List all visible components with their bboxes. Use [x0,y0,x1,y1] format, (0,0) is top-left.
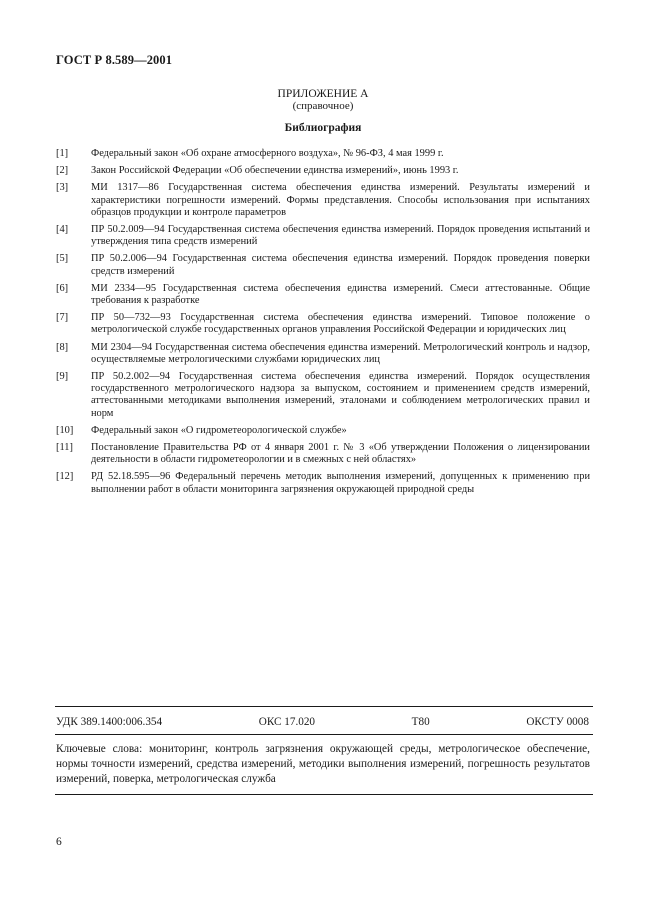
reference-item [56,283,590,307]
reference-number: [12] [56,471,74,483]
standard-designation: ГОСТ Р 8.589—2001 [56,53,173,67]
udk-code: УДК 389.1400:006.354 [56,716,163,728]
reference-item [56,182,590,219]
reference-number: [6] [56,282,69,294]
divider-middle [55,734,593,735]
reference-number: [1] [56,148,69,159]
reference-item [56,442,590,466]
page-number: 6 [56,836,62,848]
reference-text: МИ 2334—95 Государственная система обеспечения единства измерений. Смеси аттестованные. Общие требования к разработке [91,282,590,307]
reference-item [56,224,590,248]
reference-text: ПР 50.2.002—94 Государственная система обеспечения единства измерений. Порядок осуществления государственного метрологического надзора за выпуском, состоянием и применением средств измерений, аттестованными методиками выполнения измерений, эталонами и соблюдением метрологических правил и норм [91,371,590,419]
reference-text: МИ 1317—86 Государственная система обеспечения единства измерений. Результаты измерений и характеристики погрешности измерений. Формы представления. Способы использования при испытаниях образцов продукции и контроле параметров [91,182,590,218]
reference-number: [2] [56,165,69,177]
reference-number: [3] [56,182,69,194]
bibliography-heading: Библиография [284,122,362,134]
appendix-title: ПРИЛОЖЕНИЕ А [277,88,369,100]
bibliography-list [56,148,590,501]
reference-item [56,312,590,336]
reference-text: РД 52.18.595—96 Федеральный перечень методик выполнения измерений, допущенных к применению при выполнении работ в области мониторинга загрязнения окружающей природной среды [91,471,590,495]
reference-number: [5] [56,253,69,265]
reference-number: [9] [56,371,69,383]
reference-item [56,253,590,277]
t-code: Т80 [411,716,430,728]
reference-text: Постановление Правительства РФ от 4 января 2001 г. № 3 «Об утверждении Положения о лицензировании деятельности в области гидрометеорологии и в смежных с ней областях» [91,442,590,466]
reference-text: Закон Российской Федерации «Об обеспечении единства измерений», июнь 1993 г. [91,165,459,177]
reference-item [56,425,590,437]
reference-item [56,471,590,495]
divider-top [55,706,593,707]
reference-item [56,371,590,420]
okstu-code: ОКСТУ 0008 [526,716,589,728]
reference-text: ПР 50.2.006—94 Государственная система обеспечения единства измерений. Порядок проведения поверки средств измерений [91,253,590,277]
reference-text: Федеральный закон «О гидрометеорологической службе» [91,424,347,436]
oks-code: ОКС 17.020 [258,716,316,728]
appendix-subtitle: (справочное) [292,100,354,112]
reference-number: [7] [56,312,69,324]
reference-item [56,148,590,160]
reference-text: МИ 2304—94 Государственная система обеспечения единства измерений. Метрологический контроль и надзор, осуществляемые метрологическими службами юридических лиц [91,341,590,365]
reference-text: ПР 50.2.009—94 Государственная система обеспечения единства измерений. Порядок проведения испытаний и утверждения типа средств измерений [91,224,590,248]
classification-row [56,716,589,728]
reference-number: [10] [56,424,74,436]
reference-number: [11] [56,442,73,454]
divider-bottom [55,794,593,795]
reference-number: [4] [56,224,69,236]
keywords-text: Ключевые слова: мониторинг, контроль загрязнения окружающей среды, метрологическое обеспечение, нормы точности измерений, средства измерений, методики выполнения измерений, погрешность результатов измерений, поверка, метрологическая служба [56,743,590,785]
reference-text: ПР 50—732—93 Государственная система обеспечения единства измерений. Типовое положение о метрологической службе государственных органов управления Российской Федерации и юридических лиц [91,312,590,336]
reference-text: Федеральный закон «Об охране атмосферного воздуха», № 96-ФЗ, 4 мая 1999 г. [91,148,444,159]
reference-item [56,165,590,177]
reference-item [56,342,590,366]
reference-number: [8] [56,341,69,353]
